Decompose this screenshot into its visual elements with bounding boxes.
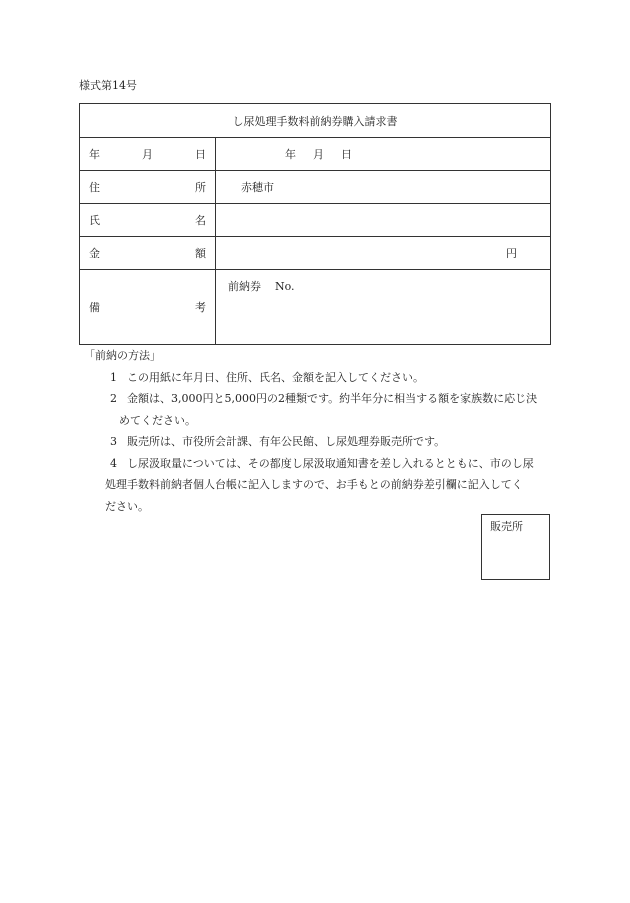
method-item-1: [84, 367, 554, 389]
request-form-table: [79, 103, 551, 345]
form-number: 様式第14号: [79, 79, 137, 92]
seller-box-label: 販売所: [490, 520, 523, 533]
method-item-line: めてください。: [119, 413, 196, 427]
voucher-label: 前納券: [228, 280, 261, 293]
remarks-field[interactable]: [216, 270, 551, 345]
method-item-line: し尿汲取量については、その都度し尿汲取通知書を差し入れるとともに、市のし尿: [127, 456, 534, 470]
method-item-number: 2: [110, 392, 117, 405]
date-field-month: 月: [313, 148, 324, 161]
method-item-number: 3: [110, 435, 117, 448]
method-item-number: 4: [110, 456, 117, 470]
amount-label-char-1: 金: [89, 247, 100, 260]
method-item-line: 販売所は、市役所会計課、有年公民館、し尿処理券販売所です。: [127, 435, 446, 448]
method-item-line: 処理手数料前納者個人台帳に記入しますので、お手もとの前納券差引欄に記入してく: [105, 478, 523, 491]
address-label-char-2: 所: [195, 181, 206, 194]
amount-label-char-2: 額: [195, 247, 206, 260]
method-item-3: [84, 431, 554, 453]
method-heading: 「前納の方法」: [84, 349, 161, 362]
method-item-2: [84, 388, 554, 431]
amount-label: [80, 237, 216, 270]
method-item-line: 金額は、3,000円と5,000円の2種類です。約半年分に相当する額を家族数に応じ決: [127, 392, 538, 405]
address-row: [80, 171, 551, 204]
form-title: し尿処理手数料前納券購入請求書: [80, 104, 551, 138]
name-field[interactable]: [216, 204, 551, 237]
address-field[interactable]: 赤穂市: [216, 171, 551, 204]
date-label-year: 年: [89, 148, 100, 161]
name-label-char-1: 氏: [89, 214, 100, 227]
amount-row: [80, 237, 551, 270]
date-field[interactable]: [216, 138, 551, 171]
name-row: [80, 204, 551, 237]
date-field-day: 日: [341, 148, 352, 161]
address-label-char-1: 住: [89, 181, 100, 194]
method-item-4: [84, 453, 554, 518]
date-row: [80, 138, 551, 171]
date-label: [80, 138, 216, 171]
payment-method-section: [84, 345, 554, 517]
name-label: [80, 204, 216, 237]
remarks-label-char-1: 備: [89, 301, 100, 314]
amount-unit: 円: [506, 247, 517, 260]
remarks-label-char-2: 考: [195, 301, 206, 314]
seller-stamp-box: [481, 514, 550, 580]
voucher-number-label: No.: [275, 280, 295, 293]
method-item-line: この用紙に年月日、住所、氏名、金額を記入してください。: [127, 370, 424, 384]
date-label-month: 月: [142, 148, 153, 161]
address-label: [80, 171, 216, 204]
method-item-line: ださい。: [105, 499, 149, 513]
remarks-row: [80, 270, 551, 345]
date-field-year: 年: [285, 148, 296, 161]
date-label-day: 日: [195, 148, 206, 161]
amount-field[interactable]: [216, 237, 551, 270]
remarks-label: [80, 270, 216, 345]
name-label-char-2: 名: [195, 214, 206, 227]
method-item-number: 1: [110, 370, 117, 384]
